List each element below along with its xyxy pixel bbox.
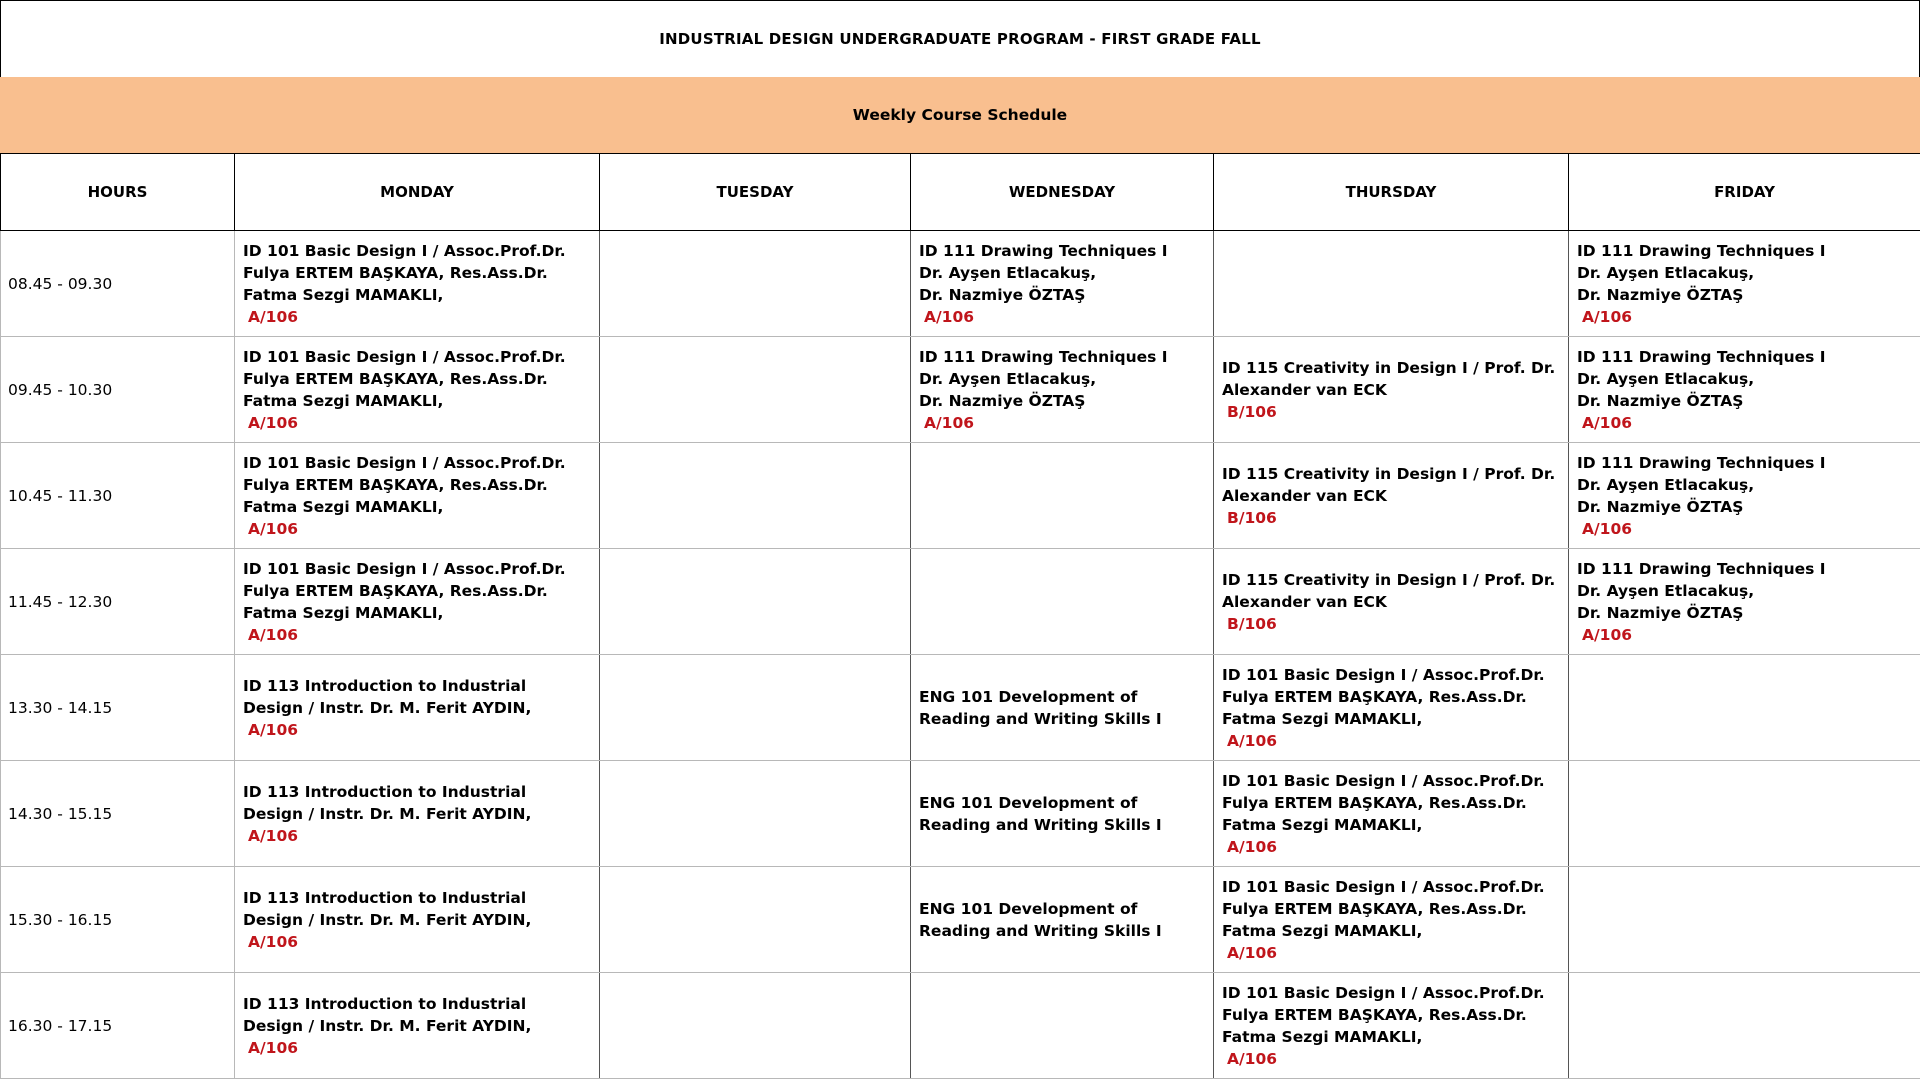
- cell-monday: [235, 231, 600, 337]
- column-header-wednesday: WEDNESDAY: [911, 154, 1214, 231]
- time-slot: 13.30 - 14.15: [1, 655, 235, 761]
- cell-thursday: [1214, 761, 1569, 867]
- room-label: A/106: [248, 932, 299, 951]
- room-label: A/106: [1582, 413, 1633, 432]
- course-text: ID 101 Basic Design I / Assoc.Prof.Dr. Fulya ERTEM BAŞKAYA, Res.Ass.Dr. Fatma Sezgi MAMAKLI,: [1222, 983, 1545, 1046]
- cell-tuesday: [600, 231, 911, 337]
- time-slot: 09.45 - 10.30: [1, 337, 235, 443]
- room-label: A/106: [1227, 1049, 1278, 1068]
- cell-friday: [1569, 337, 1920, 443]
- room-label: A/106: [1582, 519, 1633, 538]
- cell-friday: [1569, 867, 1920, 973]
- cell-wednesday: [911, 231, 1214, 337]
- course-text: ENG 101 Development of Reading and Writing Skills I: [919, 793, 1162, 834]
- course-text: ID 115 Creativity in Design I / Prof. Dr. Alexander van ECK: [1222, 358, 1556, 399]
- cell-monday: [235, 867, 600, 973]
- room-label: A/106: [1582, 625, 1633, 644]
- course-text: ID 111 Drawing Techniques I Dr. Ayşen Etlacakuş, Dr. Nazmiye ÖZTAŞ: [1577, 559, 1826, 622]
- cell-wednesday: [911, 867, 1214, 973]
- schedule-row: [1, 337, 1920, 443]
- cell-thursday: [1214, 337, 1569, 443]
- course-text: ID 111 Drawing Techniques I Dr. Ayşen Etlacakuş, Dr. Nazmiye ÖZTAŞ: [1577, 453, 1826, 516]
- cell-monday: [235, 655, 600, 761]
- schedule-table: [0, 154, 1920, 1079]
- cell-wednesday: [911, 655, 1214, 761]
- cell-wednesday: [911, 443, 1214, 549]
- course-text: ID 113 Introduction to Industrial Design / Instr. Dr. M. Ferit AYDIN,: [243, 994, 532, 1035]
- time-slot: 08.45 - 09.30: [1, 231, 235, 337]
- schedule-row: [1, 973, 1920, 1079]
- room-label: A/106: [248, 519, 299, 538]
- course-text: ID 113 Introduction to Industrial Design / Instr. Dr. M. Ferit AYDIN,: [243, 676, 532, 717]
- room-label: A/106: [248, 625, 299, 644]
- room-label: A/106: [1582, 307, 1633, 326]
- column-header-hours: HOURS: [1, 154, 235, 231]
- cell-monday: [235, 973, 600, 1079]
- time-slot: 16.30 - 17.15: [1, 973, 235, 1079]
- cell-wednesday: [911, 337, 1214, 443]
- cell-monday: [235, 337, 600, 443]
- room-label: A/106: [924, 413, 975, 432]
- course-text: ID 111 Drawing Techniques I Dr. Ayşen Etlacakuş, Dr. Nazmiye ÖZTAŞ: [919, 241, 1168, 304]
- course-text: ID 111 Drawing Techniques I Dr. Ayşen Etlacakuş, Dr. Nazmiye ÖZTAŞ: [1577, 347, 1826, 410]
- column-header-thursday: THURSDAY: [1214, 154, 1569, 231]
- room-label: A/106: [248, 720, 299, 739]
- course-text: ID 101 Basic Design I / Assoc.Prof.Dr. Fulya ERTEM BAŞKAYA, Res.Ass.Dr. Fatma Sezgi MAMAKLI,: [243, 559, 566, 622]
- course-text: ID 101 Basic Design I / Assoc.Prof.Dr. Fulya ERTEM BAŞKAYA, Res.Ass.Dr. Fatma Sezgi MAMAKLI,: [243, 347, 566, 410]
- column-header-friday: FRIDAY: [1569, 154, 1920, 231]
- column-header-tuesday: TUESDAY: [600, 154, 911, 231]
- course-text: ID 113 Introduction to Industrial Design / Instr. Dr. M. Ferit AYDIN,: [243, 782, 532, 823]
- column-header-monday: MONDAY: [235, 154, 600, 231]
- schedule-row: [1, 655, 1920, 761]
- cell-thursday: [1214, 655, 1569, 761]
- room-label: A/106: [248, 413, 299, 432]
- course-text: ID 111 Drawing Techniques I Dr. Ayşen Etlacakuş, Dr. Nazmiye ÖZTAŞ: [919, 347, 1168, 410]
- schedule-subtitle: Weekly Course Schedule: [0, 77, 1920, 154]
- cell-wednesday: [911, 761, 1214, 867]
- cell-wednesday: [911, 549, 1214, 655]
- cell-monday: [235, 761, 600, 867]
- cell-friday: [1569, 655, 1920, 761]
- course-text: ID 101 Basic Design I / Assoc.Prof.Dr. Fulya ERTEM BAŞKAYA, Res.Ass.Dr. Fatma Sezgi MAMAKLI,: [1222, 877, 1545, 940]
- cell-tuesday: [600, 761, 911, 867]
- cell-tuesday: [600, 867, 911, 973]
- cell-friday: [1569, 231, 1920, 337]
- cell-monday: [235, 443, 600, 549]
- cell-thursday: [1214, 973, 1569, 1079]
- cell-friday: [1569, 443, 1920, 549]
- cell-thursday: [1214, 443, 1569, 549]
- course-text: ENG 101 Development of Reading and Writing Skills I: [919, 899, 1162, 940]
- cell-friday: [1569, 549, 1920, 655]
- document-title: INDUSTRIAL DESIGN UNDERGRADUATE PROGRAM - FIRST GRADE FALL: [0, 0, 1920, 78]
- schedule-row: [1, 549, 1920, 655]
- cell-friday: [1569, 761, 1920, 867]
- room-label: A/106: [1227, 731, 1278, 750]
- course-text: ID 115 Creativity in Design I / Prof. Dr. Alexander van ECK: [1222, 570, 1556, 611]
- room-label: A/106: [248, 1038, 299, 1057]
- course-text: ID 115 Creativity in Design I / Prof. Dr. Alexander van ECK: [1222, 464, 1556, 505]
- cell-tuesday: [600, 337, 911, 443]
- course-text: ID 101 Basic Design I / Assoc.Prof.Dr. Fulya ERTEM BAŞKAYA, Res.Ass.Dr. Fatma Sezgi MAMAKLI,: [243, 453, 566, 516]
- room-label: B/106: [1227, 508, 1277, 527]
- time-slot: 15.30 - 16.15: [1, 867, 235, 973]
- course-text: ID 111 Drawing Techniques I Dr. Ayşen Etlacakuş, Dr. Nazmiye ÖZTAŞ: [1577, 241, 1826, 304]
- room-label: A/106: [924, 307, 975, 326]
- schedule-row: [1, 443, 1920, 549]
- cell-thursday: [1214, 231, 1569, 337]
- schedule-row: [1, 231, 1920, 337]
- room-label: A/106: [248, 826, 299, 845]
- room-label: A/106: [1227, 837, 1278, 856]
- room-label: B/106: [1227, 614, 1277, 633]
- course-text: ID 101 Basic Design I / Assoc.Prof.Dr. Fulya ERTEM BAŞKAYA, Res.Ass.Dr. Fatma Sezgi MAMAKLI,: [243, 241, 566, 304]
- room-label: A/106: [248, 307, 299, 326]
- cell-monday: [235, 549, 600, 655]
- time-slot: 14.30 - 15.15: [1, 761, 235, 867]
- schedule-row: [1, 867, 1920, 973]
- cell-tuesday: [600, 655, 911, 761]
- course-text: ID 113 Introduction to Industrial Design / Instr. Dr. M. Ferit AYDIN,: [243, 888, 532, 929]
- course-text: ENG 101 Development of Reading and Writing Skills I: [919, 687, 1162, 728]
- header-row: [1, 154, 1920, 231]
- cell-tuesday: [600, 973, 911, 1079]
- room-label: B/106: [1227, 402, 1277, 421]
- cell-tuesday: [600, 549, 911, 655]
- schedule-body: [1, 231, 1920, 1079]
- cell-friday: [1569, 973, 1920, 1079]
- time-slot: 10.45 - 11.30: [1, 443, 235, 549]
- cell-thursday: [1214, 549, 1569, 655]
- cell-tuesday: [600, 443, 911, 549]
- cell-wednesday: [911, 973, 1214, 1079]
- room-label: A/106: [1227, 943, 1278, 962]
- cell-thursday: [1214, 867, 1569, 973]
- course-text: ID 101 Basic Design I / Assoc.Prof.Dr. Fulya ERTEM BAŞKAYA, Res.Ass.Dr. Fatma Sezgi MAMAKLI,: [1222, 771, 1545, 834]
- course-text: ID 101 Basic Design I / Assoc.Prof.Dr. Fulya ERTEM BAŞKAYA, Res.Ass.Dr. Fatma Sezgi MAMAKLI,: [1222, 665, 1545, 728]
- schedule-row: [1, 761, 1920, 867]
- time-slot: 11.45 - 12.30: [1, 549, 235, 655]
